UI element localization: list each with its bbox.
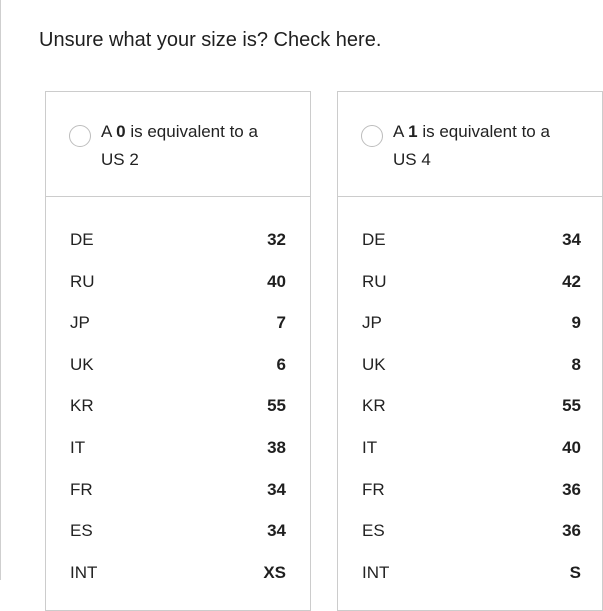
conversion-row <box>46 385 310 427</box>
region-code: UK <box>70 354 94 374</box>
conversion-row <box>46 344 310 386</box>
conversion-row <box>338 552 602 594</box>
region-code: JP <box>362 313 382 333</box>
desc-prefix: A <box>393 122 404 141</box>
region-code: FR <box>70 479 93 499</box>
desc-suffix: is equivalent to a <box>422 122 550 141</box>
region-size: 32 <box>267 230 286 249</box>
conversion-row <box>46 427 310 469</box>
size-radio-button[interactable] <box>69 125 91 147</box>
size-radio-button[interactable] <box>361 125 383 147</box>
region-size: 34 <box>267 479 286 499</box>
left-divider <box>0 0 1 580</box>
size-option-card[interactable] <box>45 91 311 611</box>
region-size: 40 <box>267 271 286 291</box>
conversion-row <box>46 552 310 594</box>
conversion-row <box>338 469 602 511</box>
region-code: ES <box>70 521 93 541</box>
region-size: 55 <box>267 396 286 416</box>
region-size: 55 <box>562 396 581 416</box>
region-code: DE <box>362 230 386 249</box>
region-size: 8 <box>571 354 581 374</box>
conversion-row <box>46 510 310 552</box>
conversion-row <box>338 385 602 427</box>
conversion-list <box>46 219 310 593</box>
desc-prefix: A <box>101 122 112 141</box>
region-code: DE <box>70 230 94 249</box>
conversion-row <box>338 302 602 344</box>
region-code: JP <box>70 313 90 333</box>
region-code: IT <box>362 437 378 457</box>
region-size: 38 <box>267 437 286 457</box>
conversion-row <box>46 469 310 511</box>
size-equivalence-text <box>101 118 301 174</box>
us-size: US 4 <box>393 150 431 169</box>
region-code: FR <box>362 479 385 499</box>
region-size: 34 <box>267 521 286 541</box>
region-size: S <box>569 562 581 582</box>
conversion-row <box>46 219 310 261</box>
region-code: KR <box>362 396 386 416</box>
size-equivalence-text <box>393 118 593 174</box>
size-option-card[interactable] <box>337 91 603 611</box>
size-value: 0 <box>116 122 126 141</box>
size-option-header[interactable] <box>46 92 310 197</box>
conversion-row <box>338 510 602 552</box>
region-code: UK <box>362 354 386 374</box>
region-size: 7 <box>276 313 286 333</box>
region-code: KR <box>70 396 94 416</box>
region-size: XS <box>263 562 286 582</box>
size-option-header[interactable] <box>338 92 602 197</box>
conversion-row <box>338 261 602 303</box>
region-code: ES <box>362 521 385 541</box>
region-size: 9 <box>571 313 581 333</box>
region-code: INT <box>362 562 390 582</box>
region-size: 40 <box>562 437 581 457</box>
us-size: US 2 <box>101 150 139 169</box>
conversion-list <box>338 219 602 593</box>
region-size: 36 <box>562 479 581 499</box>
conversion-row <box>46 261 310 303</box>
conversion-row <box>338 219 602 261</box>
desc-suffix: is equivalent to a <box>130 122 258 141</box>
region-code: INT <box>70 562 98 582</box>
conversion-row <box>338 344 602 386</box>
size-value: 1 <box>408 122 418 141</box>
region-size: 6 <box>276 354 286 374</box>
region-size: 42 <box>562 271 581 291</box>
region-size: 36 <box>562 521 581 541</box>
region-code: RU <box>70 271 95 291</box>
size-guide-heading: Unsure what your size is? Check here. <box>39 29 382 51</box>
region-code: RU <box>362 271 387 291</box>
conversion-row <box>46 302 310 344</box>
conversion-row <box>338 427 602 469</box>
region-size: 34 <box>562 230 581 249</box>
region-code: IT <box>70 437 86 457</box>
